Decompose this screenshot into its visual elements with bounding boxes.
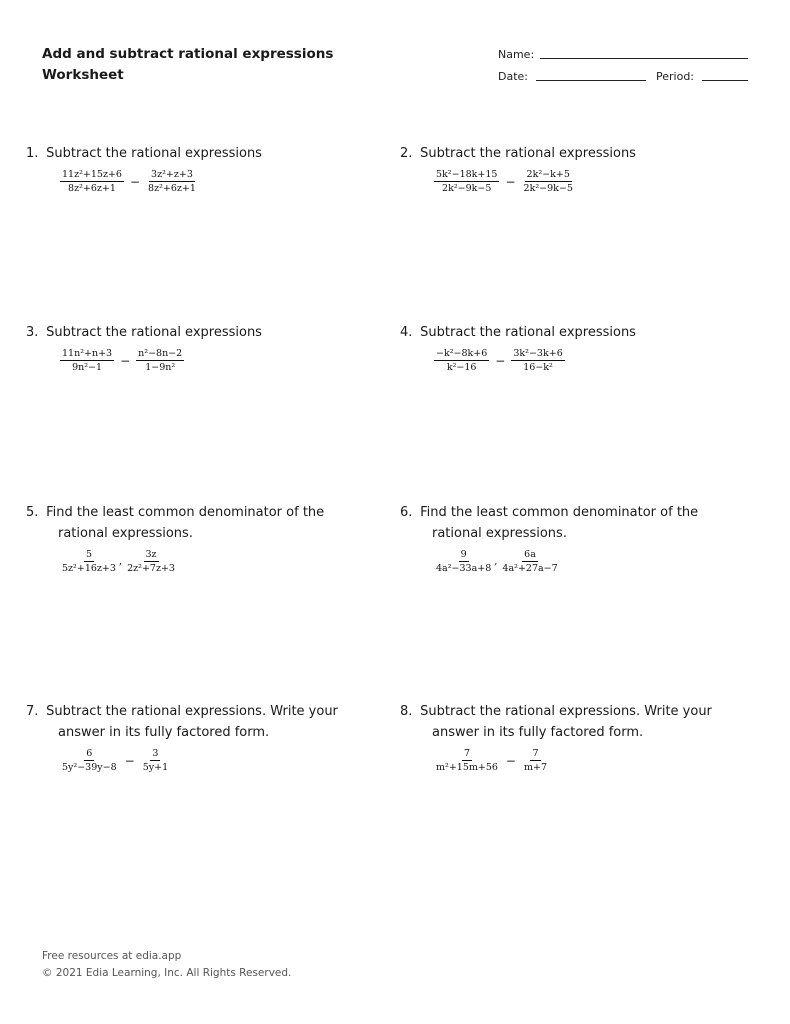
name-label: Name: <box>498 48 535 61</box>
expression <box>60 748 372 773</box>
name-line[interactable] <box>540 58 748 59</box>
expression <box>434 348 746 373</box>
denominator: 5y²−39y−8 <box>62 762 117 773</box>
fraction <box>60 748 119 773</box>
operator: − <box>505 753 516 768</box>
denominator: m+7 <box>523 762 547 773</box>
fraction <box>60 348 114 373</box>
problem-text: Subtract the rational expressions <box>420 325 636 340</box>
fraction <box>434 348 489 373</box>
fraction <box>522 169 575 194</box>
numerator: 9 <box>460 549 467 560</box>
problem-prompt: 3. Subtract the rational expressions <box>26 325 262 340</box>
problem-text: Subtract the rational expressions. Write your answer in its fully factored form. <box>420 704 712 740</box>
denominator: 5z²+16z+3 <box>62 563 116 574</box>
denominator: 1−9n² <box>145 362 176 373</box>
worksheet-title <box>42 44 333 86</box>
numerator: 11n²+n+3 <box>62 348 113 359</box>
problem-8 <box>400 701 746 773</box>
numerator: 11z²+15z+6 <box>62 169 122 180</box>
problem-text: Subtract the rational expressions <box>46 146 262 161</box>
denominator: 8z²+6z+1 <box>148 183 196 194</box>
footer <box>42 948 291 982</box>
fraction <box>60 549 118 574</box>
denominator: 4a²−33a+8 <box>436 563 492 574</box>
fraction <box>434 549 493 574</box>
period-label: Period: <box>656 70 695 83</box>
fraction <box>500 549 559 574</box>
problem-prompt: 6. Find the least common denominator of the rational expressions. <box>400 505 699 541</box>
problem-prompt: 4. Subtract the rational expressions <box>400 325 636 340</box>
problem-prompt: 5. Find the least common denominator of the rational expressions. <box>26 505 325 541</box>
operator: − <box>495 353 506 368</box>
denominator: 2z²+7z+3 <box>127 563 175 574</box>
denominator: 16−k² <box>523 362 553 373</box>
numerator: 3z²+z+3 <box>151 169 193 180</box>
numerator: 7 <box>532 748 539 759</box>
problem-6 <box>400 502 746 574</box>
problem-text: Find the least common denominator of the rational expressions. <box>420 505 699 541</box>
fraction <box>60 169 124 194</box>
problem-text: Subtract the rational expressions. Write your answer in its fully factored form. <box>46 704 338 740</box>
numerator: 3 <box>152 748 159 759</box>
problem-text: Subtract the rational expressions <box>420 146 636 161</box>
fraction <box>136 348 184 373</box>
numerator: 3z <box>145 549 157 560</box>
fraction <box>511 348 564 373</box>
fraction <box>434 748 500 773</box>
problem-prompt: 2. Subtract the rational expressions <box>400 146 636 161</box>
expression <box>434 549 746 574</box>
numerator: 7 <box>463 748 470 759</box>
title-line-1: Add and subtract rational expressions <box>42 46 334 62</box>
operator: − <box>124 753 135 768</box>
problem-5 <box>26 502 372 574</box>
denominator: m²+15m+56 <box>436 762 498 773</box>
denominator: 4a²+27a−7 <box>502 563 558 574</box>
numerator: n²−8n−2 <box>138 348 183 359</box>
separator: , <box>118 556 123 567</box>
problem-2 <box>400 143 746 194</box>
problem-prompt: 1. Subtract the rational expressions <box>26 146 262 161</box>
numerator: −k²−8k+6 <box>436 348 488 359</box>
date-line[interactable] <box>536 80 646 81</box>
problem-7 <box>26 701 372 773</box>
operator: − <box>129 174 141 189</box>
numerator: 5k²−18k+15 <box>436 169 498 180</box>
fraction <box>125 549 177 574</box>
fraction <box>522 748 549 773</box>
problem-3 <box>26 322 372 373</box>
footer-copyright: © 2021 Edia Learning, Inc. All Rights Reserved. <box>42 967 292 979</box>
date-label: Date: <box>498 70 528 83</box>
fraction <box>434 169 499 194</box>
problem-text: Subtract the rational expressions <box>46 325 262 340</box>
denominator: 2k²−9k−5 <box>442 183 492 194</box>
period-line[interactable] <box>702 80 748 81</box>
denominator: k²−16 <box>446 362 477 373</box>
title-line-2: Worksheet <box>42 67 124 83</box>
operator: − <box>505 174 516 189</box>
separator: , <box>494 556 498 567</box>
expression <box>60 348 372 373</box>
problem-4 <box>400 322 746 373</box>
problem-prompt: 8. Subtract the rational expressions. Write your answer in its fully factored form. <box>400 704 712 740</box>
problem-text: Find the least common denominator of the rational expressions. <box>46 505 325 541</box>
problem-1 <box>26 143 372 194</box>
fraction <box>141 748 170 773</box>
numerator: 2k²−k+5 <box>526 169 570 180</box>
denominator: 5y+1 <box>142 762 169 773</box>
operator: − <box>120 353 131 368</box>
numerator: 6a <box>524 549 536 560</box>
footer-resources-link[interactable]: Free resources at edia.app <box>42 950 182 962</box>
numerator: 5 <box>85 549 92 560</box>
numerator: 6 <box>86 748 93 759</box>
problem-prompt: 7. Subtract the rational expressions. Write your answer in its fully factored form. <box>26 704 338 740</box>
expression <box>60 549 372 574</box>
expression <box>60 169 372 194</box>
expression <box>434 748 746 773</box>
denominator: 9n²−1 <box>72 362 103 373</box>
denominator: 8z²+6z+1 <box>68 183 116 194</box>
numerator: 3k²−3k+6 <box>513 348 563 359</box>
denominator: 2k²−9k−5 <box>523 183 573 194</box>
fraction <box>146 169 198 194</box>
expression <box>434 169 746 194</box>
